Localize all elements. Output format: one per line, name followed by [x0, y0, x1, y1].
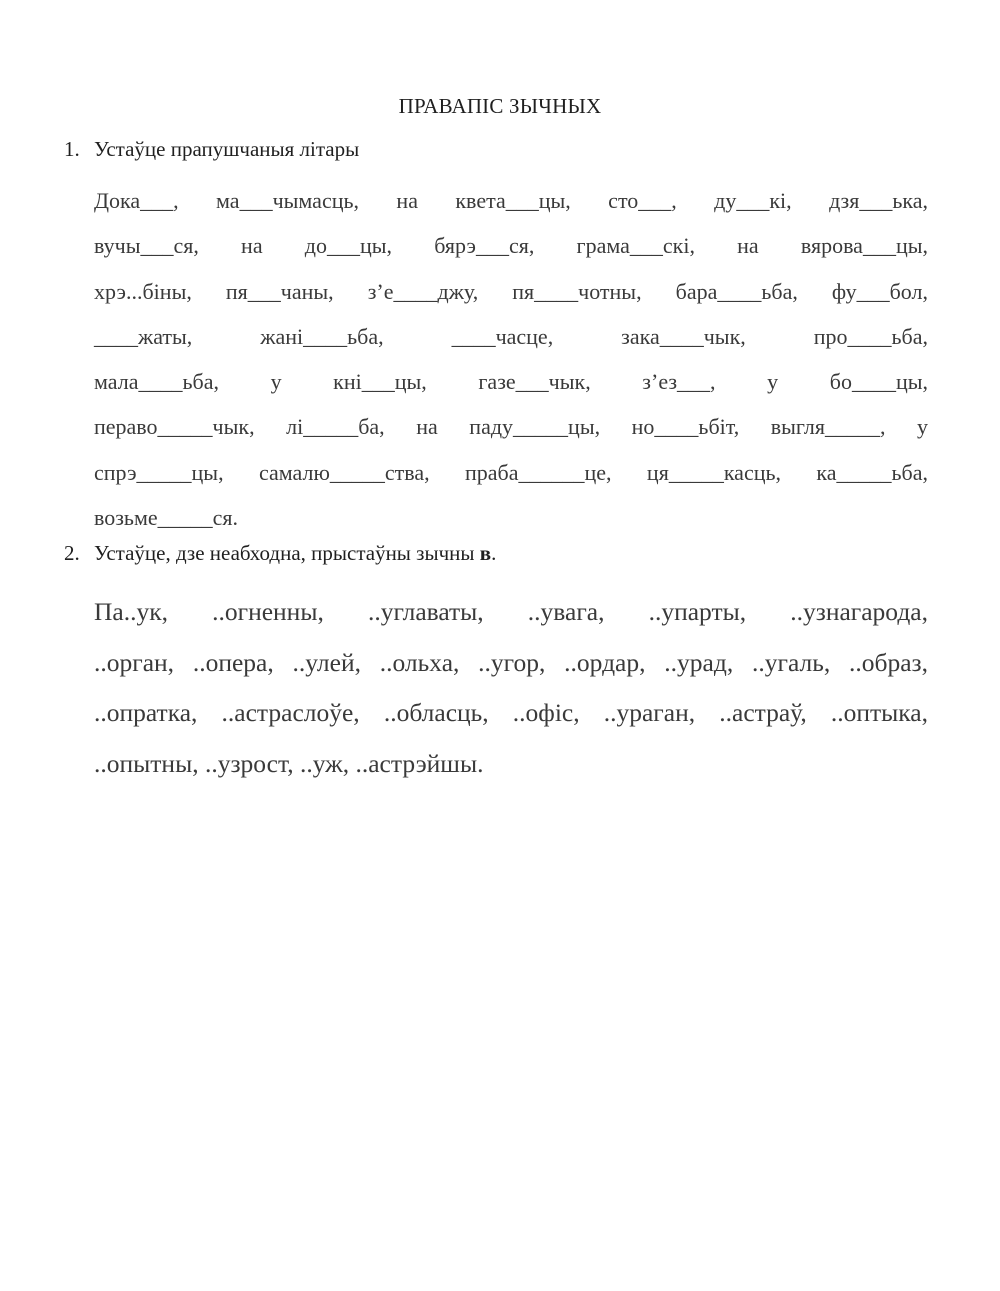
task-2-heading-text: Устаўце, дзе неабходна, прыстаўны зычны — [94, 541, 475, 565]
task-1-heading — [64, 137, 359, 162]
task-2-bold-letter: в — [479, 541, 492, 565]
task-1-line: спрэ_____цы, самалю_____ства, праба______це, ця_____касць, ка_____ьба, — [94, 459, 928, 485]
task-1-line: пераво_____чык, лі_____ба, на паду_____цы, но____ьбіт, выгля_____, у — [94, 414, 928, 440]
task-2-line: ..орган, ..опера, ..улей, ..ольха, ..угор, ..ордар, ..урад, ..угаль, ..образ, — [94, 647, 928, 677]
task-2-heading — [64, 541, 496, 566]
task-2-exercise-text — [94, 587, 928, 789]
task-1-line: хрэ...біны, пя___чаны, з’е____джу, пя____чотны, бара____ьба, фу___бол, — [94, 278, 928, 304]
task-2-line: ..опытны, ..узрост, ..уж, ..астрэйшы. — [94, 748, 484, 778]
task-2-line: ..опратка, ..астраслоўе, ..обласць, ..офіс, ..ураган, ..астраў, ..оптыка, — [94, 698, 928, 727]
task-1-exercise-text — [94, 178, 928, 540]
task-1-line: Дока___, ма___чымасць, на квета___цы, сто___, ду___кі, дзя___ька, — [94, 188, 928, 213]
task-2-number: 2. — [64, 541, 80, 565]
task-2-heading-end: . — [491, 541, 497, 565]
task-1-number: 1. — [64, 137, 80, 161]
task-2-line: Па..ук, ..огненны, ..углаваты, ..увага, ..упарты, ..узнагарода, — [94, 597, 928, 626]
task-1-heading-text: Устаўце прапушчаныя літары — [94, 137, 360, 161]
task-1-line: вучы___ся, на до___цы, бярэ___ся, грама___скі, на вярова___цы, — [94, 233, 928, 259]
task-1-line: мала____ьба, у кні___цы, газе___чык, з’ез___, у бо____цы, — [94, 369, 928, 395]
page-title: ПРАВАПІС ЗЫЧНЫХ — [398, 94, 602, 118]
task-1-line: возьме_____ся. — [94, 505, 239, 531]
task-1-line: ____жаты, жані____ьба, ____часце, зака____чык, про____ьба, — [94, 323, 928, 349]
